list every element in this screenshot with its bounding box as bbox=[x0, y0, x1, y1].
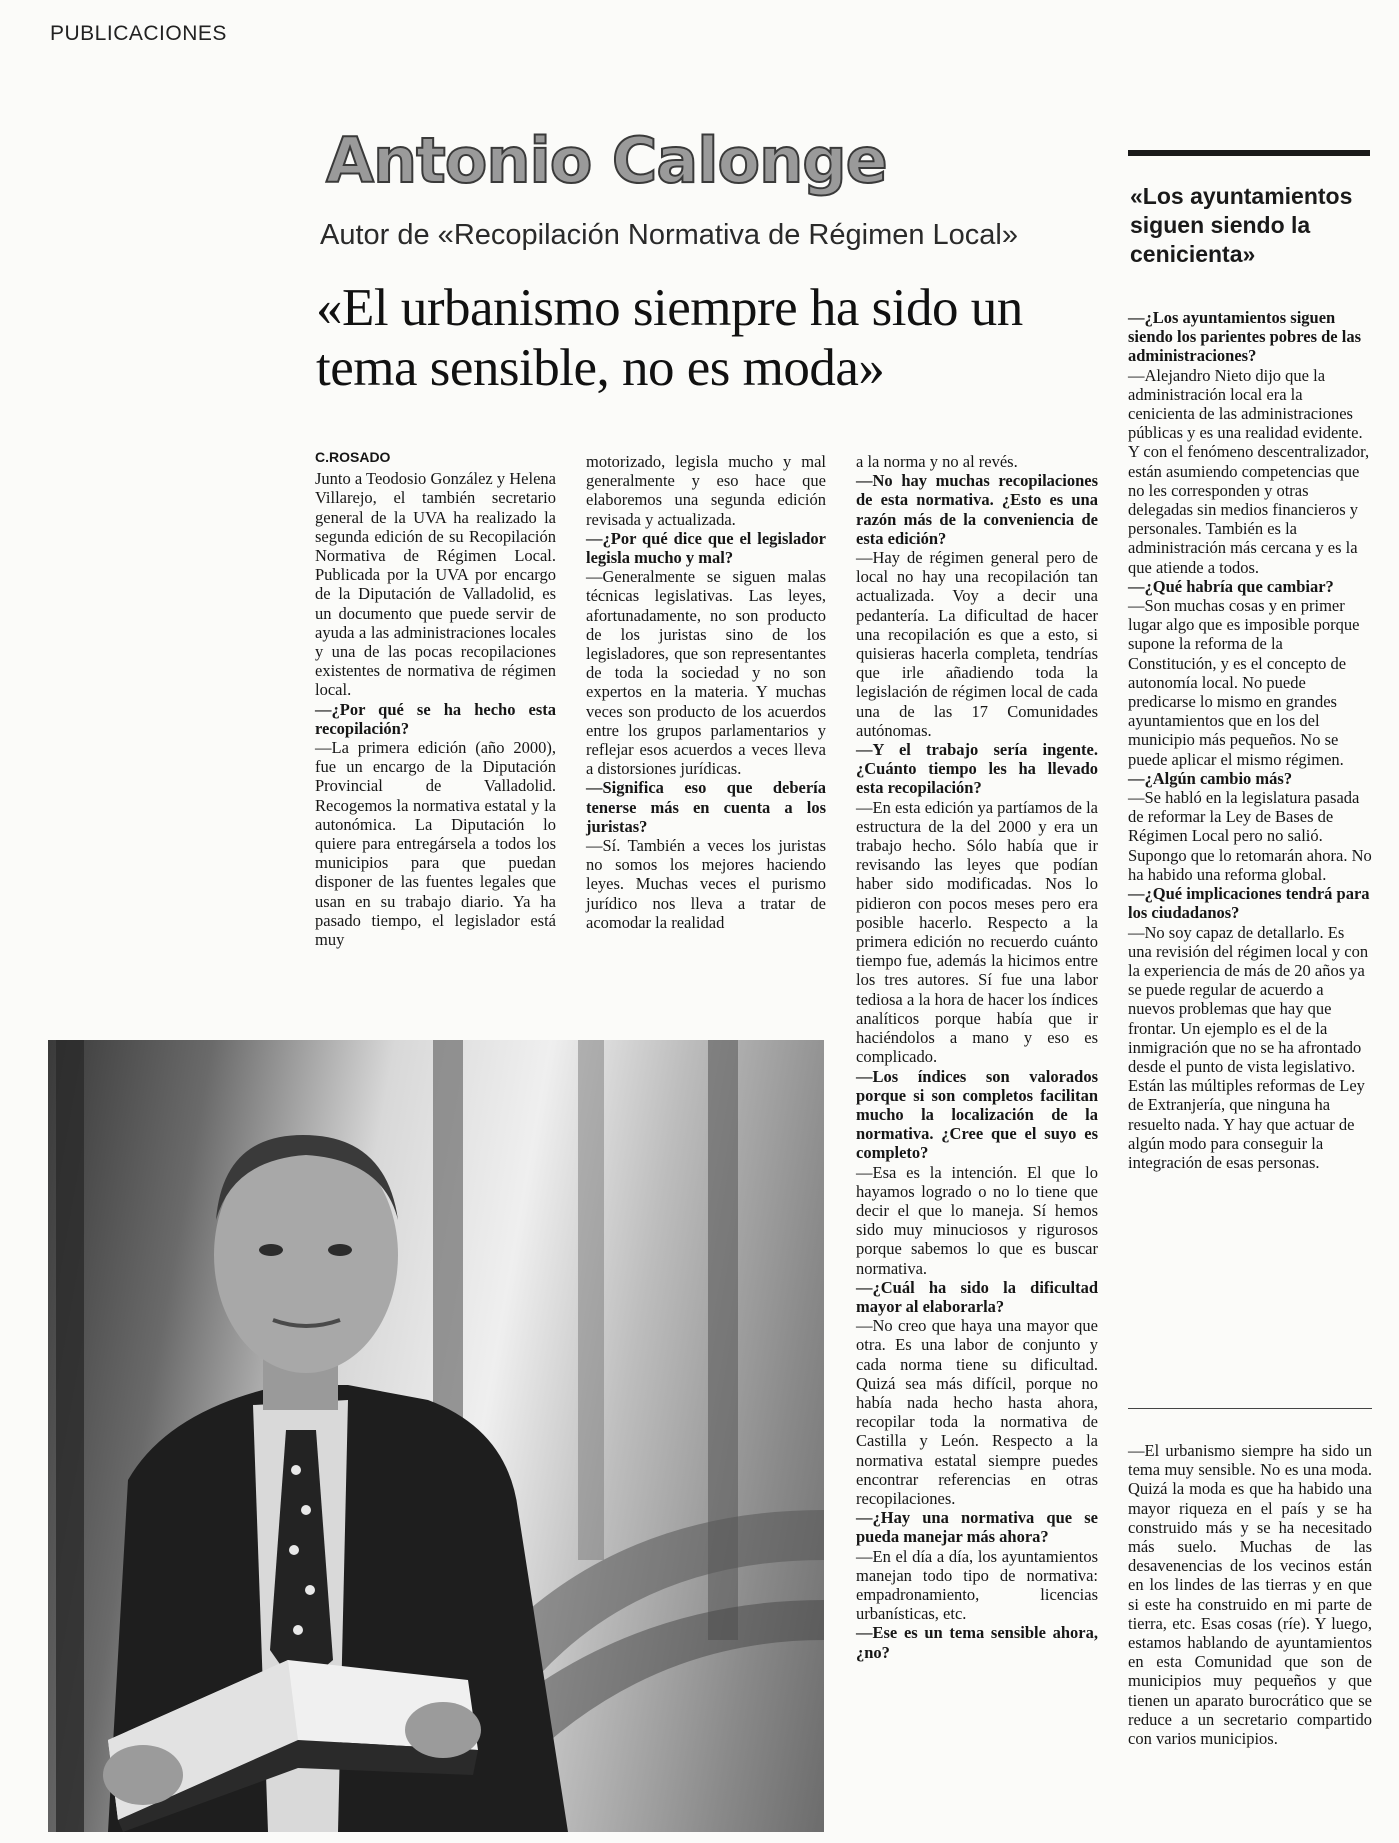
interview-question: —¿Qué implicaciones tendrá para los ciudadanos? bbox=[1128, 884, 1370, 923]
interview-paragraph: Junto a Teodosio González y Helena Villarejo, el también secretario general de la UVA ha realizado la segunda edición de su Recopilación Normativa de Régimen Local. Publicada por la UVA por encargo de la Diputación de Valladolid, es un documento que puede servir de ayuda a las administraciones locales y una de las pocas recopilaciones existentes de normativa de régimen local. bbox=[315, 469, 556, 700]
interview-question: —¿Cuál ha sido la dificultad mayor al elaborarla? bbox=[856, 1277, 1098, 1316]
interview-question: —¿Qué habría que cambiar? bbox=[1128, 576, 1334, 596]
article-column-1 bbox=[315, 448, 556, 949]
interviewee-name: Antonio Calonge bbox=[326, 124, 887, 197]
sidebar-column-continued bbox=[1128, 1441, 1372, 1748]
portrait-illustration bbox=[48, 1040, 824, 1832]
interview-paragraph: —Se habló en la legislatura pasada de reformar la Ley de Bases de Régimen Local pero no salió. Supongo que lo retomarán ahora. No ha habido una reforma global. bbox=[1128, 788, 1372, 884]
interview-question: —Significa eso que debería tenerse más en cuenta a los juristas? bbox=[586, 778, 826, 836]
interview-paragraph: —En esta edición ya partíamos de la estructura de la del 2000 y era un trabajo hecho. Sólo había que ir revisando las leyes que podían haber sido modificadas. Nos lo pidieron con pocos meses pero era posible hacerlo. Respecto a la primera edición no recuerdo cuánto tiempo fue, además la hicimos entre los tres autores. Sí fue una labor tediosa a la hora de hacer los índices analíticos porque había que ir haciéndolos a mano y eso es complicado. bbox=[856, 797, 1098, 1067]
interview-paragraph: —No creo que haya una mayor que otra. Es una labor de conjunto y cada norma tiene su dificultad. Quizá sea más difícil, porque no había nada hecho hasta ahora, recopilar toda la normativa de Castilla y León. Respecto a la normativa estatal siempre puedes encontrar referencias en otras recopilaciones. bbox=[856, 1316, 1098, 1508]
interview-paragraph: —Alejandro Nieto dijo que la administración local era la cenicienta de las administraciones públicas y es una realidad evidente. Y con el fenómeno descentralizador, están asumiendo competencias que no les corresponden y otras delegadas sin medios financieros y personales. También es la administración más cercana y es la que atiende a todos. bbox=[1128, 365, 1370, 577]
interview-paragraph: —No soy capaz de detallarlo. Es una revisión del régimen local y con la experiencia de más de 20 años ya se puede regular de acuerdo a nuevos problemas que hay que frontar. Un ejemplo es el de la inmigración que no se ha afrontado desde el punto de vista legislativo. Están las múltiples reformas de Ley de Extranjería, que ninguna ha resuelto nada. Y hay que actuar de algún modo para conseguir la integración de esas personas. bbox=[1128, 922, 1369, 1172]
interview-question: —Los índices son valorados porque si son completos facilitan mucho la localización de la normativa. ¿Cree que el suyo es completo? bbox=[856, 1066, 1098, 1163]
interview-paragraph: —El urbanismo siempre ha sido un tema muy sensible. No es una moda. Quizá la moda es que ha habido una mayor riqueza en el país y se ha construido más y se ha necesitado más suelo. Muchas de las desavenencias de los vecinos están en los lindes de las tierras y en que si este ha construido en mi parte de tierra, etc. Esas cosas (ríe). Y luego, estamos hablando de ayuntamientos en esta Comunidad que son de municipios muy pequeños y que tienen un aparato burocrático que se reduce a un secretario compartido con varios municipios. bbox=[1128, 1441, 1372, 1749]
interview-paragraph: —Sí. También a veces los juristas no somos los mejores haciendo leyes. Muchas veces el purismo jurídico nos lleva a tratar de acomodar la realidad bbox=[586, 836, 826, 932]
interview-paragraph: a la norma y no al revés. bbox=[856, 452, 1018, 471]
interview-question: —¿Por qué dice que el legislador legisla mucho y mal? bbox=[586, 528, 826, 568]
interview-question: —¿Los ayuntamientos siguen siendo los parientes pobres de las administraciones? bbox=[1128, 308, 1362, 366]
sidebar-column bbox=[1128, 308, 1372, 1172]
interview-question: —¿Hay una normativa que se pueda manejar más ahora? bbox=[856, 1508, 1098, 1547]
column-1-body bbox=[315, 469, 556, 949]
interview-question: —Y el trabajo sería ingente. ¿Cuánto tiempo les ha llevado esta recopilación? bbox=[856, 740, 1098, 798]
section-label: PUBLICACIONES bbox=[50, 22, 227, 45]
sidebar-top-rule bbox=[1128, 150, 1370, 156]
interview-paragraph: —La primera edición (año 2000), fue un encargo de la Diputación Provincial de Valladolid. Recogemos la normativa estatal y la autonómica. La Diputación lo quiere para entregársela a todos los municipios para que puedan disponer de las fuentes legales que usan en su trabajo diario. Ya ha pasado tiempo, el legislador está muy bbox=[315, 738, 556, 950]
portrait-photo bbox=[48, 1040, 824, 1832]
article-column-3 bbox=[856, 452, 1098, 1662]
article-subtitle: Autor de «Recopilación Normativa de Régimen Local» bbox=[320, 219, 1018, 251]
interview-paragraph: —Esa es la intención. El que lo hayamos logrado o no lo tiene que decir el que lo maneja. Sí hemos sido muy minuciosos y rigurosos porque sabemos lo que es buscar normativa. bbox=[856, 1162, 1098, 1278]
byline: C.ROSADO bbox=[315, 449, 391, 465]
sidebar-divider bbox=[1128, 1408, 1372, 1409]
interview-question: —Ese es un tema sensible ahora, ¿no? bbox=[856, 1623, 1098, 1662]
interview-paragraph: —Son muchas cosas y en primer lugar algo que es imposible porque supone la reforma de la Constitución, y es el concepto de autonomía local. No puede predicarse lo mismo en grandes ayuntamientos que en los del municipio más pequeños. No se puede aplicar el mismo régimen. bbox=[1128, 596, 1360, 769]
sidebar-title: «Los ayuntamientos siguen siendo la cenicienta» bbox=[1130, 183, 1353, 267]
interview-question: —No hay muchas recopilaciones de esta normativa. ¿Esto es una razón más de la conveniencia de esta edición? bbox=[856, 471, 1098, 548]
interview-paragraph: —Hay de régimen general pero de local no hay una recopilación tan actualizada. Voy a decir una pedantería. La dificultad de hacer una recopilación es que a esto, si quisieras hacerla completa, tendrías que irle añadiendo toda la legislación de régimen local de cada una de las 17 Comunidades autónomas. bbox=[856, 548, 1098, 740]
article-column-2 bbox=[586, 452, 826, 932]
interview-paragraph: —Generalmente se siguen malas técnicas legislativas. Las leyes, afortunadamente, no son producto de los juristas sino de los legisladores, que son representantes de toda la sociedad y no son expertos en la materia. Y muchas veces son producto de los acuerdos entre los grupos parlamentarios y reflejar esos acuerdos a veces lleva a distorsiones jurídicas. bbox=[586, 567, 826, 779]
article-headline: «El urbanismo siempre ha sido un tema sensible, no es moda» bbox=[316, 279, 1023, 397]
interview-paragraph: —En el día a día, los ayuntamientos manejan todo tipo de normativa: empadronamiento, licencias urbanísticas, etc. bbox=[856, 1546, 1098, 1624]
interview-paragraph: motorizado, legisla mucho y mal generalmente y eso hace que elaboremos una segunda edición revisada y actualizada. bbox=[586, 452, 826, 529]
interview-question: —¿Algún cambio más? bbox=[1128, 768, 1293, 788]
interview-question: —¿Por qué se ha hecho esta recopilación? bbox=[315, 699, 556, 738]
